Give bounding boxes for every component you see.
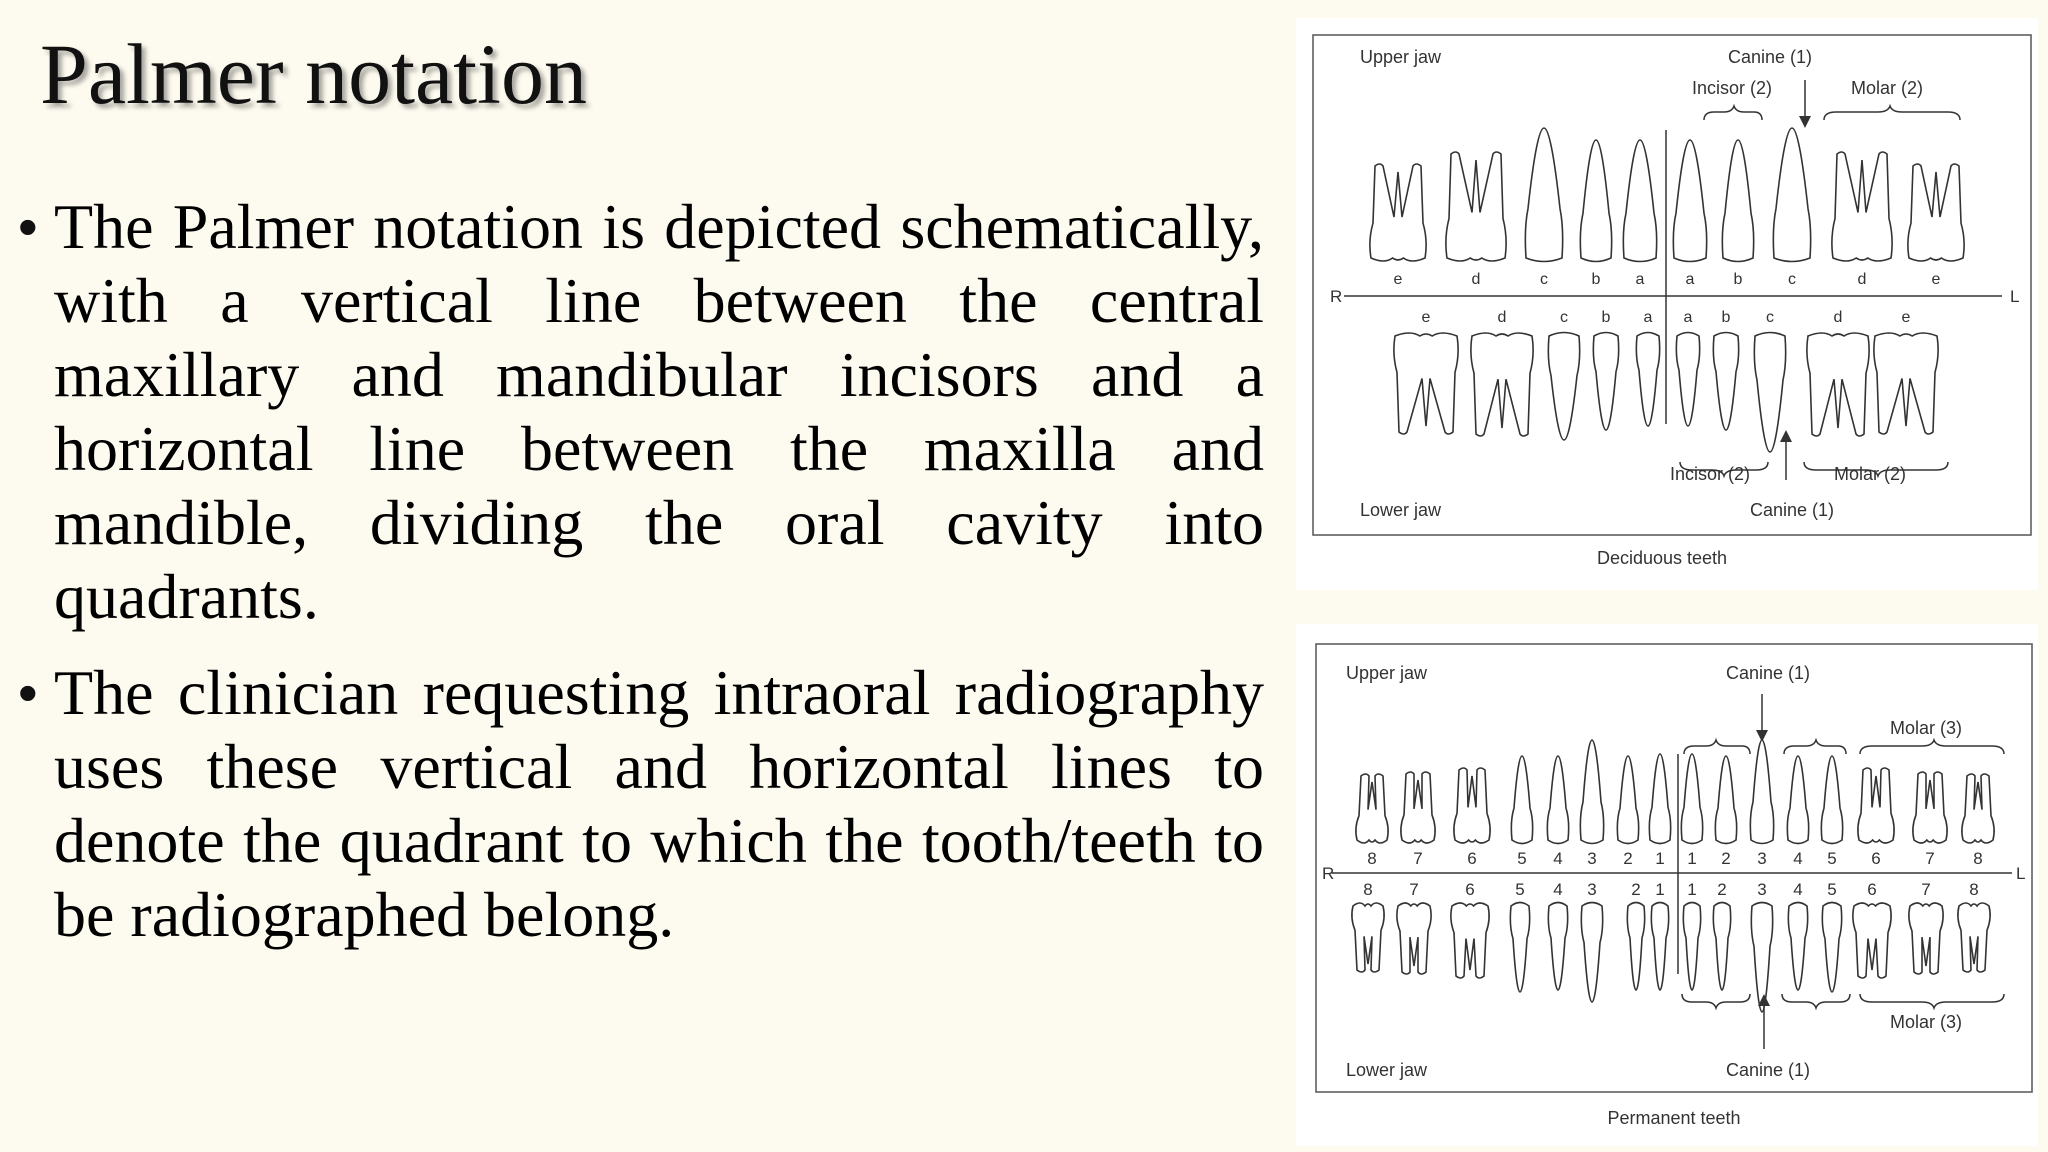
lower-jaw-label: Lower jaw bbox=[1346, 1060, 1428, 1080]
tooth-letter: e bbox=[1931, 271, 1941, 288]
bullet-text: The Palmer notation is depicted schematically, with a vertical line between the central maxillary and mandibular incisors and a horizontal line between the maxilla and mandible, dividing the oral cavity into quadrants. bbox=[54, 191, 1264, 632]
upper-jaw-label: Upper jaw bbox=[1346, 663, 1428, 683]
tooth-outline bbox=[1874, 333, 1938, 434]
tooth-number: 1 bbox=[1655, 880, 1665, 899]
tooth-letter: b bbox=[1601, 309, 1611, 326]
tooth-number: 5 bbox=[1827, 849, 1837, 868]
tooth-outline bbox=[1617, 756, 1638, 844]
tooth-outline bbox=[1822, 903, 1841, 993]
tooth-number: 2 bbox=[1623, 849, 1633, 868]
tooth-number: 1 bbox=[1687, 849, 1697, 868]
tooth-letter: d bbox=[1857, 271, 1867, 288]
tooth-outline bbox=[1525, 128, 1562, 262]
tooth-outline bbox=[1548, 903, 1567, 991]
diagram-frame bbox=[1313, 35, 2031, 535]
tooth-outline bbox=[1454, 768, 1490, 843]
permanent-teeth-figure bbox=[1296, 624, 2038, 1146]
upper-molar-brace bbox=[1824, 106, 1960, 120]
upper-canine-label: Canine (1) bbox=[1727, 47, 1813, 67]
tooth-outline bbox=[1807, 333, 1869, 436]
tooth-number: 8 bbox=[1969, 880, 1979, 899]
tooth-letter: b bbox=[1591, 271, 1601, 288]
lower-jaw-label: Lower jaw bbox=[1360, 500, 1442, 520]
bullet-item bbox=[14, 656, 1264, 952]
side-right-label: R bbox=[1330, 287, 1343, 306]
tooth-letter: e bbox=[1421, 309, 1431, 326]
tooth-outline bbox=[1356, 774, 1388, 843]
tooth-outline bbox=[1593, 333, 1618, 431]
tooth-number: 5 bbox=[1517, 849, 1527, 868]
upper-incisor-label: Incisor (2) bbox=[1691, 78, 1773, 98]
tooth-number: 3 bbox=[1757, 880, 1767, 899]
tooth-number: 8 bbox=[1367, 849, 1377, 868]
upper-teeth-row bbox=[1356, 740, 1994, 844]
tooth-letter: a bbox=[1683, 309, 1693, 326]
upper-canine-label: Canine (1) bbox=[1725, 663, 1811, 683]
tooth-number: 7 bbox=[1925, 849, 1935, 868]
deciduous-teeth-diagram bbox=[1296, 18, 2038, 590]
upper-molar-label: Molar (3) bbox=[1889, 718, 1963, 738]
tooth-letter: b bbox=[1721, 309, 1731, 326]
upper-incisor-brace bbox=[1704, 106, 1762, 120]
tooth-outline bbox=[1397, 903, 1431, 974]
tooth-letter: d bbox=[1471, 271, 1481, 288]
tooth-outline bbox=[1958, 903, 1990, 972]
tooth-letter: a bbox=[1635, 271, 1645, 288]
tooth-outline bbox=[1401, 772, 1435, 843]
lower-incisor-label: Incisor (2) bbox=[1669, 464, 1751, 484]
tooth-number: 6 bbox=[1871, 849, 1881, 868]
tooth-number: 4 bbox=[1553, 849, 1563, 868]
tooth-letter: c bbox=[1788, 271, 1796, 288]
tooth-outline bbox=[1722, 140, 1753, 262]
upper-molar-brace bbox=[1860, 740, 2004, 754]
tooth-outline bbox=[1548, 333, 1579, 441]
side-right-label: R bbox=[1322, 864, 1335, 883]
upper-numbers-row bbox=[1367, 849, 1982, 868]
tooth-letter: d bbox=[1497, 309, 1507, 326]
upper-canine-arrowhead bbox=[1799, 116, 1811, 128]
lower-molar-label: Molar (2) bbox=[1833, 464, 1907, 484]
tooth-outline bbox=[1352, 903, 1384, 972]
tooth-number: 7 bbox=[1409, 880, 1419, 899]
bullet-text: The clinician requesting intraoral radiography uses these vertical and horizontal lines to denote the quadrant to which the tooth/teeth to be radiographed belong. bbox=[54, 657, 1264, 950]
upper-letters-row bbox=[1394, 271, 1941, 288]
tooth-outline bbox=[1510, 903, 1529, 993]
tooth-number: 2 bbox=[1721, 849, 1731, 868]
tooth-outline bbox=[1962, 774, 1994, 843]
tooth-number: 2 bbox=[1631, 880, 1641, 899]
tooth-number: 8 bbox=[1363, 880, 1373, 899]
tooth-letter: a bbox=[1685, 271, 1695, 288]
tooth-letter: b bbox=[1733, 271, 1743, 288]
tooth-letter: c bbox=[1560, 309, 1568, 326]
tooth-outline bbox=[1676, 333, 1699, 427]
upper-jaw-label: Upper jaw bbox=[1360, 47, 1442, 67]
tooth-outline bbox=[1754, 333, 1785, 453]
tooth-letter: e bbox=[1393, 271, 1403, 288]
tooth-outline bbox=[1832, 152, 1892, 261]
bullet-item bbox=[14, 190, 1264, 634]
tooth-outline bbox=[1581, 903, 1602, 1003]
side-left-label: L bbox=[2010, 287, 2020, 306]
upper-incisor-brace bbox=[1684, 740, 1750, 754]
tooth-outline bbox=[1370, 164, 1426, 261]
tooth-number: 3 bbox=[1587, 880, 1597, 899]
tooth-outline bbox=[1713, 333, 1738, 431]
tooth-outline bbox=[1858, 768, 1894, 843]
tooth-outline bbox=[1751, 903, 1772, 1013]
lower-molar-brace bbox=[1860, 994, 2004, 1008]
tooth-outline bbox=[1446, 152, 1506, 261]
tooth-outline bbox=[1788, 903, 1807, 991]
tooth-outline bbox=[1908, 164, 1964, 261]
tooth-outline bbox=[1681, 754, 1702, 844]
lower-molar-label: Molar (3) bbox=[1889, 1012, 1963, 1032]
tooth-outline bbox=[1627, 903, 1644, 991]
tooth-outline bbox=[1580, 140, 1611, 262]
tooth-number: 8 bbox=[1973, 849, 1983, 868]
tooth-letter: a bbox=[1643, 309, 1653, 326]
tooth-outline bbox=[1715, 756, 1736, 844]
tooth-outline bbox=[1750, 740, 1773, 844]
tooth-number: 4 bbox=[1553, 880, 1563, 899]
slide-title: Palmer notation bbox=[40, 26, 587, 122]
tooth-number: 6 bbox=[1867, 880, 1877, 899]
tooth-number: 2 bbox=[1717, 880, 1727, 899]
lower-incisor-brace bbox=[1682, 994, 1750, 1008]
tooth-number: 7 bbox=[1413, 849, 1423, 868]
tooth-outline bbox=[1773, 128, 1810, 262]
tooth-number: 3 bbox=[1587, 849, 1597, 868]
figure-caption: Deciduous teeth bbox=[1596, 548, 1728, 568]
tooth-outline bbox=[1909, 903, 1943, 974]
tooth-outline bbox=[1394, 333, 1458, 434]
tooth-letter: e bbox=[1901, 309, 1911, 326]
lower-canine-arrowhead bbox=[1780, 430, 1792, 442]
lower-canine-label: Canine (1) bbox=[1749, 500, 1835, 520]
permanent-teeth-diagram bbox=[1296, 624, 2038, 1146]
tooth-number: 4 bbox=[1793, 880, 1803, 899]
tooth-outline bbox=[1623, 140, 1656, 262]
tooth-letter: c bbox=[1766, 309, 1774, 326]
tooth-outline bbox=[1649, 754, 1670, 844]
lower-premolar-brace bbox=[1782, 994, 1850, 1008]
tooth-number: 1 bbox=[1655, 849, 1665, 868]
deciduous-teeth-figure bbox=[1296, 18, 2038, 590]
tooth-outline bbox=[1511, 756, 1532, 844]
tooth-number: 1 bbox=[1687, 880, 1697, 899]
lower-teeth-row bbox=[1352, 903, 1990, 1013]
upper-premolar-brace bbox=[1784, 740, 1846, 754]
tooth-number: 6 bbox=[1467, 849, 1477, 868]
bullet-list bbox=[14, 190, 1264, 974]
tooth-outline bbox=[1787, 756, 1808, 844]
lower-numbers-row bbox=[1363, 880, 1978, 899]
side-left-label: L bbox=[2016, 864, 2026, 883]
bullet-dot-icon: • bbox=[18, 195, 38, 258]
lower-canine-label: Canine (1) bbox=[1725, 1060, 1811, 1080]
tooth-number: 4 bbox=[1793, 849, 1803, 868]
tooth-outline bbox=[1580, 740, 1603, 844]
tooth-outline bbox=[1853, 903, 1891, 978]
tooth-outline bbox=[1821, 756, 1842, 844]
tooth-number: 3 bbox=[1757, 849, 1767, 868]
tooth-outline bbox=[1547, 756, 1568, 844]
bullet-dot-icon: • bbox=[18, 661, 38, 724]
tooth-number: 7 bbox=[1921, 880, 1931, 899]
tooth-number: 6 bbox=[1465, 880, 1475, 899]
upper-molar-label: Molar (2) bbox=[1850, 78, 1924, 98]
tooth-outline bbox=[1913, 772, 1947, 843]
tooth-letter: d bbox=[1833, 309, 1843, 326]
tooth-outline bbox=[1713, 903, 1730, 991]
tooth-number: 5 bbox=[1827, 880, 1837, 899]
tooth-outline bbox=[1651, 903, 1668, 991]
tooth-outline bbox=[1471, 333, 1533, 436]
tooth-number: 5 bbox=[1515, 880, 1525, 899]
tooth-outline bbox=[1451, 903, 1489, 978]
upper-teeth-row bbox=[1370, 128, 1964, 262]
tooth-outline bbox=[1683, 903, 1700, 991]
figure-caption: Permanent teeth bbox=[1607, 1108, 1741, 1128]
tooth-outline bbox=[1673, 140, 1706, 262]
tooth-outline bbox=[1636, 333, 1659, 427]
tooth-letter: c bbox=[1540, 271, 1548, 288]
